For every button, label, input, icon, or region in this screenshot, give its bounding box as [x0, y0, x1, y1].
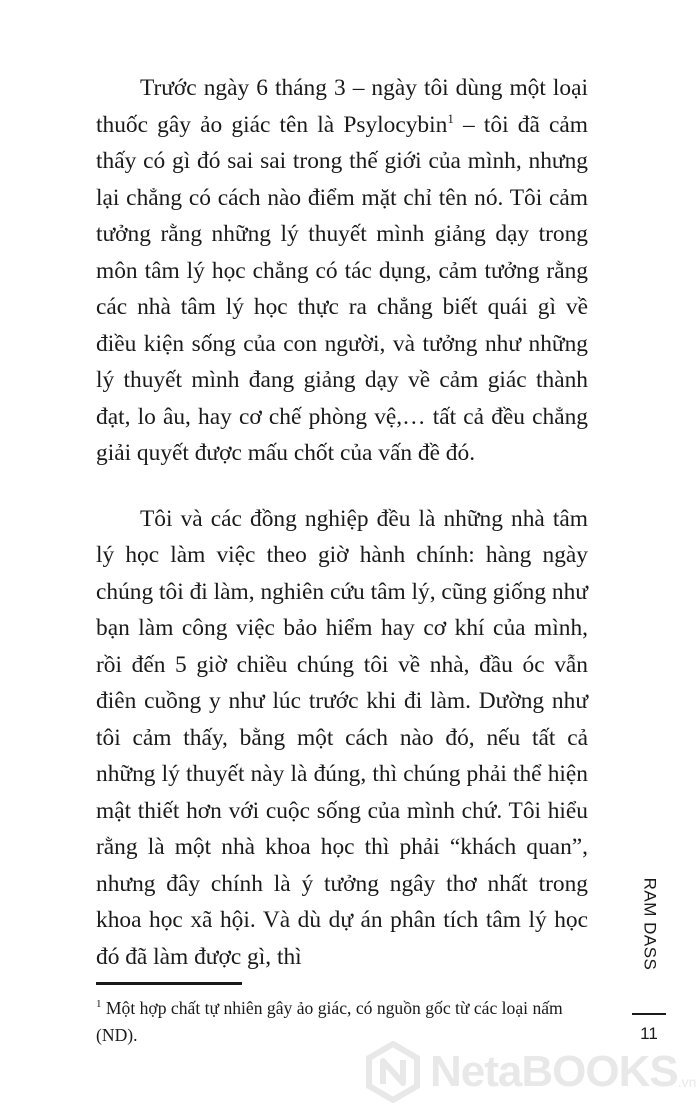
body-text: [96, 70, 588, 975]
footnote-divider: [96, 982, 242, 985]
paragraph-1-text-end: – tôi đã cảm thấy có gì đó sai sai trong thế giới của mình, nhưng lại chẳng có cách nào điểm mặt chỉ tên nó. Tôi cảm tưởng rằng những lý thuyết mình giảng dạy trong môn tâm lý học chẳng có tác dụng, cảm tưởng rằng các nhà tâm lý học thực ra chẳng biết quái gì về điều kiện sống của con người, và tưởng như những lý thuyết mình đang giảng dạy về cảm giác thành đạt, lo âu, hay cơ chế phòng vệ,… tất cả đều chẳng giải quyết được mấu chốt của vấn đề đó.: [96, 111, 588, 466]
netabooks-logo-icon: [362, 1041, 424, 1103]
paragraph-1: [96, 70, 588, 472]
paragraph-2: Tôi và các đồng nghiệp đều là những nhà tâm lý học làm việc theo giờ hành chính: hàng ngày chúng tôi đi làm, nghiên cứu tâm lý, cũng giống như bạn làm công việc bảo hiểm hay cơ khí của mình, rồi đến 5 giờ chiều chúng tôi về nhà, đầu óc vẫn điên cuồng y như lúc trước khi đi làm. Dường như tôi cảm thấy, bằng một cách nào đó, nếu tất cả những lý thuyết này là đúng, thì chúng phải thể hiện mật thiết hơn với cuộc sống của mình chứ. Tôi hiểu rằng là một nhà khoa học thì phải “khách quan”, nhưng đây chính là ý tưởng ngây thơ nhất trong khoa học xã hội. Và dù dự án phân tích tâm lý học đó đã làm được gì, thì: [96, 505, 588, 970]
watermark-suffix: .vn: [677, 1074, 697, 1090]
page-number: 11: [640, 1024, 658, 1043]
footnote-reference: 1: [447, 110, 454, 126]
footnote: [96, 995, 591, 1049]
paragraph-1-text-start: Trước ngày 6 tháng 3 – ngày tôi dùng một loại thuốc gây ảo giác tên là Psylocybin: [96, 75, 588, 138]
page-number-divider: [632, 1013, 666, 1015]
watermark-text: NetaBOOKS: [430, 1047, 678, 1096]
footnote-number: 1: [96, 998, 102, 1011]
author-name: RAM DASS: [640, 877, 660, 971]
running-head: [614, 877, 684, 971]
footnote-text: Một hợp chất tự nhiên gây ảo giác, có nguồn gốc từ các loại nấm (ND).: [96, 998, 563, 1045]
